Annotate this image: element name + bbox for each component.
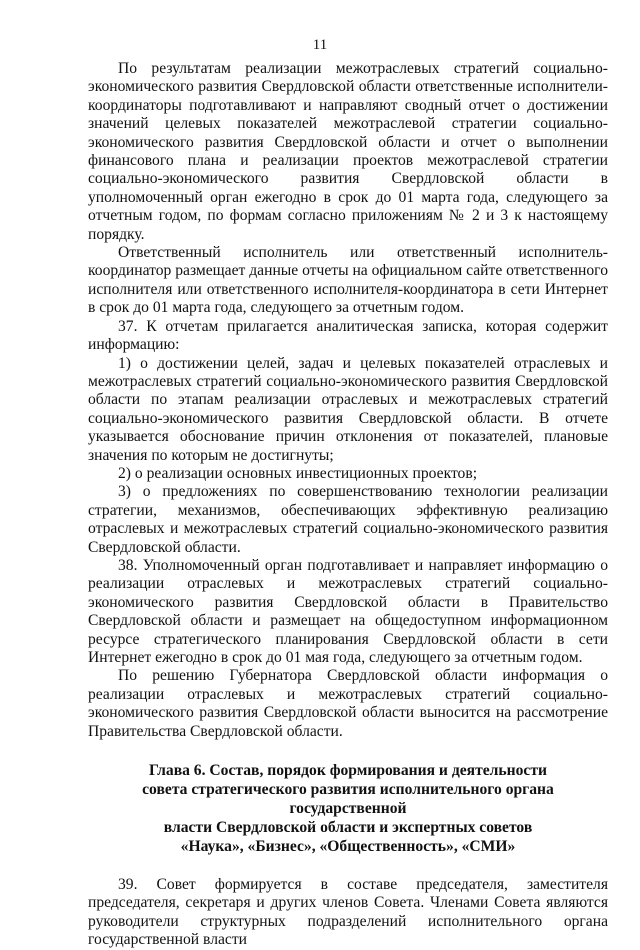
list-item: 2) о реализации основных инвестиционных проектов; bbox=[118, 464, 478, 482]
paragraph: 37. К отчетам прилагается аналитическая записка, которая содержит информацию: bbox=[88, 317, 608, 354]
chapter-heading bbox=[88, 761, 608, 856]
heading-line: «Наука», «Бизнес», «Общественность», «СМИ» bbox=[180, 838, 516, 856]
paragraph: По результатам реализации межотраслевых стратегий социально-экономического развития Свердловской области ответственные исполнители-координаторы подготавливают и направляют сводный отчет о достижении значений целевых показателей межотраслевой стратегии социально-экономического развития Свердловской области и отчет о выполнении финансового плана и реализации проектов межотраслевой стратегии социально-экономического развития Свердловской области в уполномоченный орган ежегодно в срок до 01 марта года, следующего за отчетным годом, по формам согласно приложениям № 2 и 3 к настоящему порядку. bbox=[88, 60, 608, 243]
heading-line: совета стратегического развития исполнительного органа государственной bbox=[142, 781, 554, 818]
paragraph: 39. Совет формируется в составе председателя, заместителя председателя, секретаря и других членов Совета. Членами Совета являются руководители структурных подразделений исполнительного органа государственной власти bbox=[88, 876, 608, 949]
page-number: 11 bbox=[312, 37, 328, 53]
paragraph: Ответственный исполнитель или ответственный исполнитель-координатор размещает данные отчеты на официальном сайте ответственного исполнителя или ответственного исполнителя-координатора в сети Интернет в срок до 01 марта года, следующего за отчетным годом. bbox=[88, 244, 608, 317]
list-item: 1) о достижении целей, задач и целевых показателей отраслевых и межотраслевых стратегий социально-экономического развития Свердловской области по этапам реализации отраслевых и межотраслевых стратегий социально-экономического развития Свердловской области. В отчете указывается обоснование причин отклонения от показателей, плановые значения по которым не достигнуты; bbox=[88, 354, 608, 464]
heading-line: Глава 6. Состав, порядок формирования и деятельности bbox=[148, 762, 547, 780]
paragraph: 38. Уполномоченный орган подготавливает и направляет информацию о реализации отраслевых и межотраслевых стратегий социально-экономического развития Свердловской области в Правительство Свердловской области и размещает на общедоступном информационном ресурсе стратегического планирования Свердловской области в сети Интернет ежегодно в срок до 01 мая года, следующего за отчетным годом. bbox=[88, 556, 608, 666]
heading-line: власти Свердловской области и экспертных советов bbox=[163, 819, 533, 837]
document-body bbox=[88, 60, 608, 950]
paragraph: По решению Губернатора Свердловской области информация о реализации отраслевых и межотраслевых стратегий социально-экономического развития Свердловской области выносится на рассмотрение Правительства Свердловской области. bbox=[88, 667, 608, 740]
list-item: 3) о предложениях по совершенствованию технологии реализации стратегии, механизмов, обеспечивающих эффективную реализацию отраслевых и межотраслевых стратегий социально-экономического развития Свердловской области. bbox=[88, 483, 608, 556]
